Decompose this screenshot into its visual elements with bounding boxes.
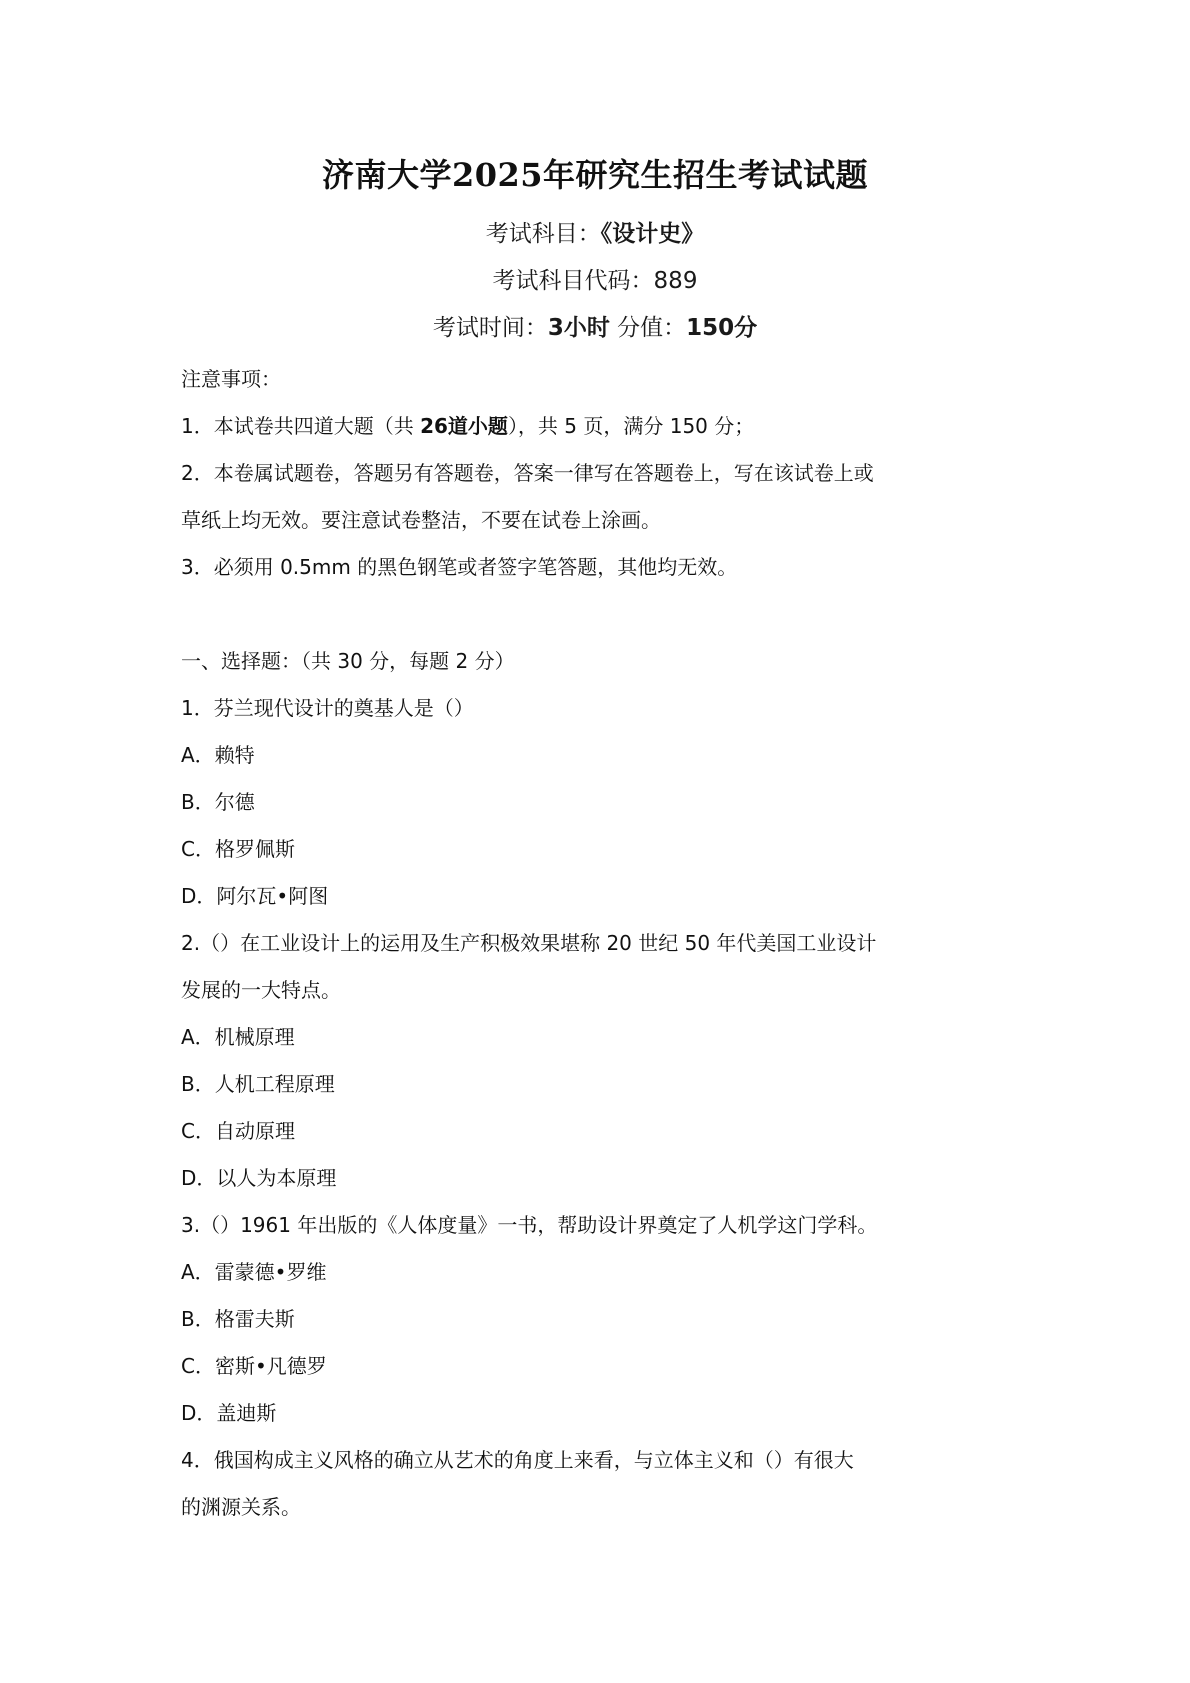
question-4-stem-line-2: 的渊源关系。 — [181, 1495, 301, 1519]
question-2-option-a: A．机械原理 — [181, 1025, 295, 1049]
page-title: 济南大学2025年研究生招生考试试题 — [321, 156, 869, 194]
question-1-option-d: D．阿尔瓦•阿图 — [181, 884, 329, 908]
exam-time-score — [0, 309, 1190, 342]
question-2-stem-line-2: 发展的一大特点。 — [181, 978, 341, 1002]
question-3-option-c: C．密斯•凡德罗 — [181, 1354, 327, 1378]
exam-body — [181, 356, 921, 1531]
subject-label: 考试科目： — [485, 221, 601, 247]
time-label: 考试时间： — [432, 315, 548, 341]
notice-item-1-text-c: ），共 5 页，满分 150 分； — [507, 414, 755, 438]
time-value: 3小时 — [547, 315, 610, 341]
question-1-stem: 1．芬兰现代设计的奠基人是（） — [181, 696, 474, 720]
question-3-stem: 3.（）1961 年出版的《人体度量》一书，帮助设计界奠定了人机学这门学科。 — [181, 1213, 878, 1237]
code-value: 889 — [653, 268, 698, 294]
notice-item-1-text-a: 1．本试卷共四道大题（共 — [181, 414, 421, 438]
notice-item-3: 3．必须用 0.5mm 的黑色钢笔或者签字笔答题，其他均无效。 — [181, 555, 738, 579]
exam-code — [0, 262, 1190, 295]
question-3-option-b: B．格雷夫斯 — [181, 1307, 295, 1331]
score-label: 分值： — [617, 315, 687, 341]
question-1-option-b: B．尔德 — [181, 790, 255, 814]
code-label: 考试科目代码： — [492, 268, 654, 294]
question-4-stem-line-1: 4．俄国构成主义风格的确立从艺术的角度上来看，与立体主义和（）有很大 — [181, 1448, 854, 1472]
notice-item-2-line-1: 2．本卷属试题卷，答题另有答题卷，答案一律写在答题卷上，写在该试卷上或 — [181, 461, 874, 485]
question-2-option-b: B．人机工程原理 — [181, 1072, 335, 1096]
question-1-option-a: A．赖特 — [181, 743, 255, 767]
question-3-option-a: A．雷蒙德•罗维 — [181, 1260, 327, 1284]
question-1-option-c: C．格罗佩斯 — [181, 837, 295, 861]
notice-item-2-line-2: 草纸上均无效。要注意试卷整洁，不要在试卷上涂画。 — [181, 508, 661, 532]
score-value: 150分 — [686, 315, 758, 341]
notice-item-1-bold: 26道小题 — [420, 414, 508, 438]
question-2-stem-line-1: 2.（）在工业设计上的运用及生产积极效果堪称 20 世纪 50 年代美国工业设计 — [181, 931, 877, 955]
question-2-option-d: D．以人为本原理 — [181, 1166, 337, 1190]
question-2-option-c: C．自动原理 — [181, 1119, 295, 1143]
notice-item-1 — [181, 403, 921, 450]
spacer — [181, 591, 921, 638]
question-3-option-d: D．盖迪斯 — [181, 1401, 277, 1425]
exam-subject — [0, 215, 1190, 248]
notice-heading: 注意事项： — [181, 367, 281, 391]
subject-value: 《设计史》 — [600, 221, 705, 247]
section-1-heading: 一、选择题：（共 30 分，每题 2 分） — [181, 649, 515, 673]
